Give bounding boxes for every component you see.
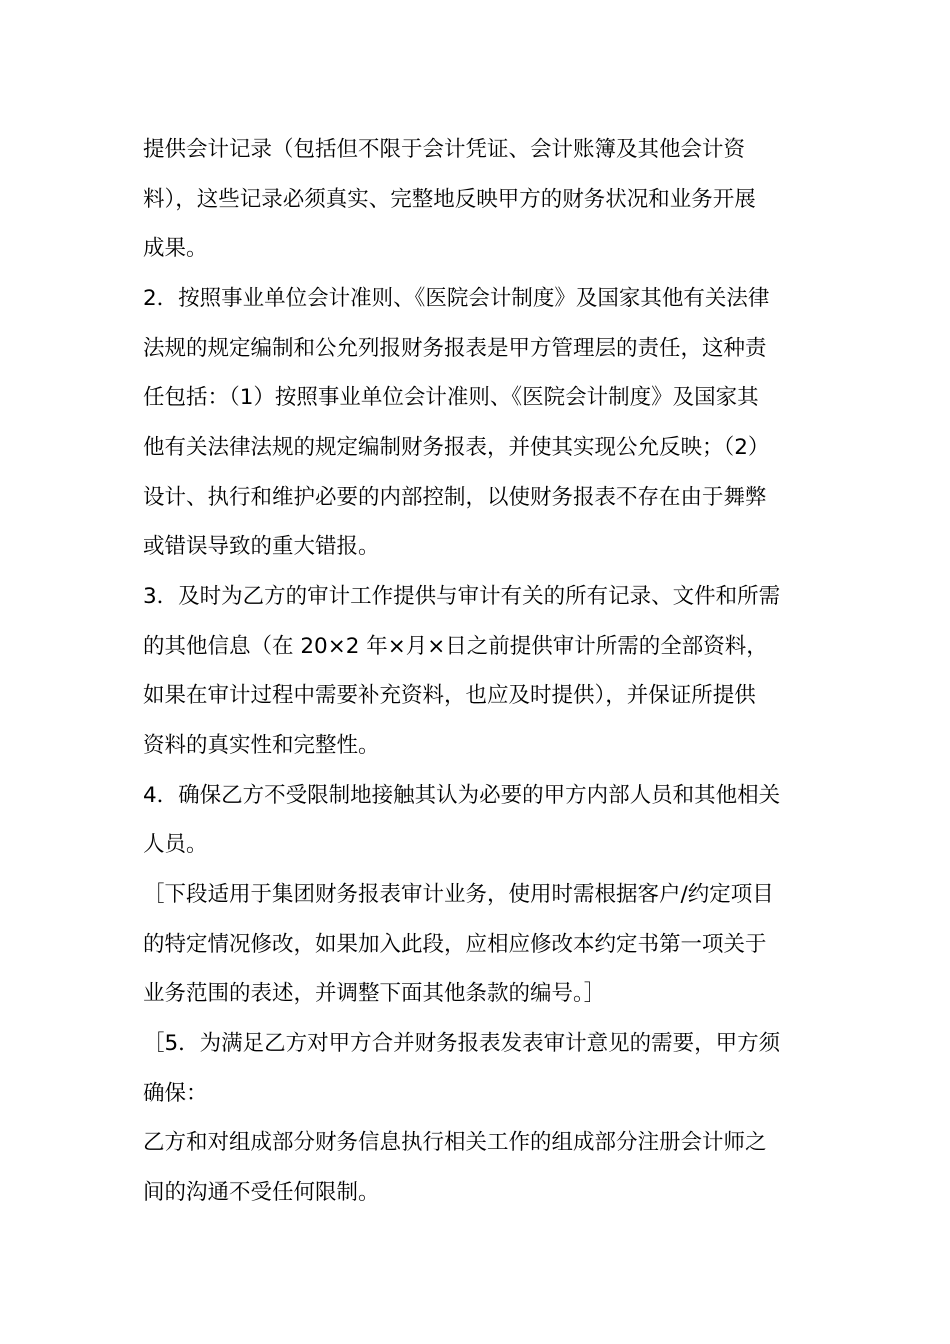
text-line: 乙方和对组成部分财务信息执行相关工作的组成部分注册会计师之 [143, 1130, 767, 1155]
text-line: 的其他信息（在 20×2 年×月×日之前提供审计所需的全部资料， [143, 634, 768, 659]
text-line: 人员。 [143, 832, 208, 857]
numbered-item-5: ［5．为满足乙方对甲方合并财务报表发表审计意见的需要，甲方须 [143, 1031, 781, 1056]
text-line: 设计、执行和维护必要的内部控制，以使财务报表不存在由于舞弊 [143, 485, 767, 510]
text-line: 法规的规定编制和公允列报财务报表是甲方管理层的责任，这种责 [143, 336, 767, 361]
bracket-note: ［下段适用于集团财务报表审计业务，使用时需根据客户/约定项目 [143, 882, 774, 907]
text-line: 间的沟通不受任何限制。 [143, 1180, 380, 1205]
text-line: 确保： [143, 1081, 208, 1106]
text-line: 资料的真实性和完整性。 [143, 733, 380, 758]
text-line: 成果。 [143, 236, 208, 261]
text-line: 料），这些记录必须真实、完整地反映甲方的财务状况和业务开展 [143, 187, 756, 212]
text-line: 他有关法律法规的规定编制财务报表，并使其实现公允反映；（2） [143, 435, 770, 460]
text-line: 如果在审计过程中需要补充资料，也应及时提供），并保证所提供 [143, 683, 756, 708]
numbered-item-4: 4．确保乙方不受限制地接触其认为必要的甲方内部人员和其他相关 [143, 783, 781, 808]
text-line: 的特定情况修改，如果加入此段，应相应修改本约定书第一项关于 [143, 932, 767, 957]
text-line: 业务范围的表述，并调整下面其他条款的编号。］ [143, 981, 606, 1006]
text-line: 或错误导致的重大错报。 [143, 534, 380, 559]
text-line: 任包括：（1）按照事业单位会计准则、《医院会计制度》及国家其 [143, 385, 759, 410]
numbered-item-3: 3．及时为乙方的审计工作提供与审计有关的所有记录、文件和所需 [143, 584, 781, 609]
numbered-item-2: 2．按照事业单位会计准则、《医院会计制度》及国家其他有关法律 [143, 286, 770, 311]
text-line: 提供会计记录（包括但不限于会计凭证、会计账簿及其他会计资 [143, 137, 746, 162]
